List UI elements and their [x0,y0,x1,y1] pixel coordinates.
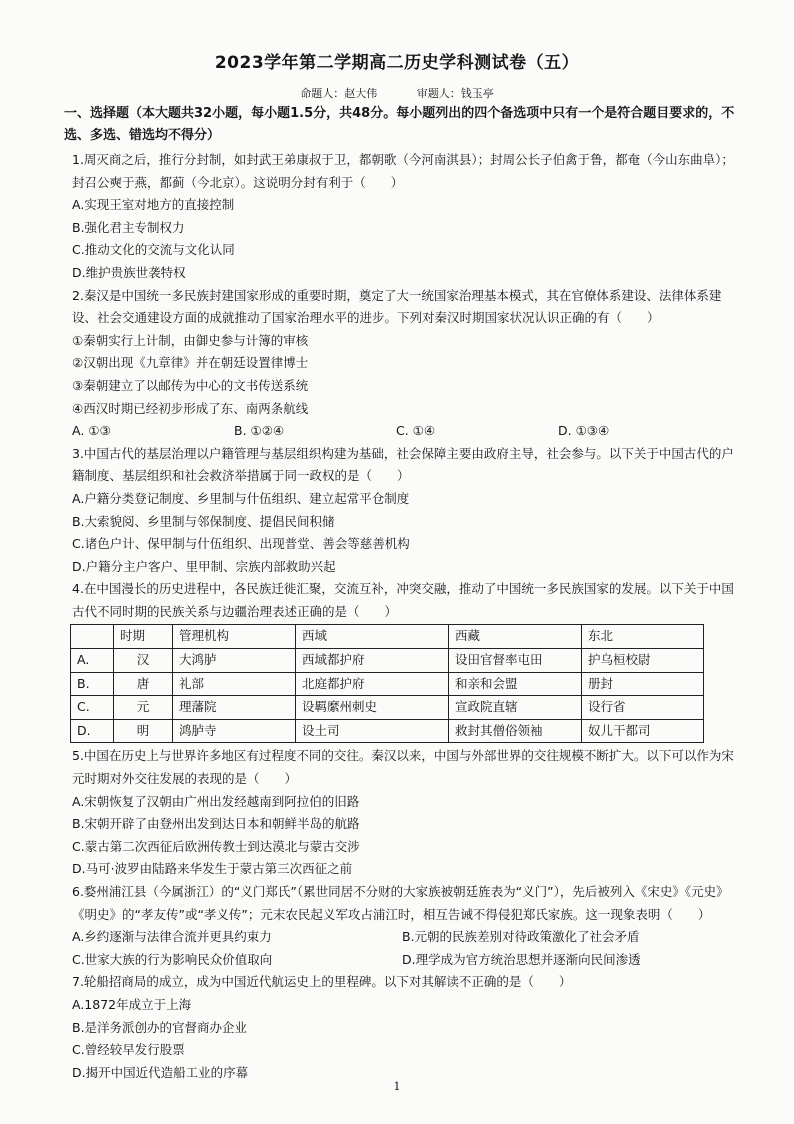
question-1-stem: 1.周灭商之后，推行分封制，如封武王弟康叔于卫，都朝歌（今河南淇县）；封周公长子伯禽于鲁，都奄（今山东曲阜）；封召公奭于燕，都蓟（今北京）。这说明分封有利于（ ） [72,152,734,190]
table-cell: 唐 [114,672,173,696]
question-2-statement-3: ③秦朝建立了以邮传为中心的文书传送系统 [72,377,309,393]
table-cell: 救封其僧俗领袖 [449,719,582,743]
table-cell: 和亲和会盟 [449,672,582,696]
table-header-cell: 西域 [296,625,449,649]
question-5-stem: 5.中国在历史上与世界许多地区有过程度不同的交往。秦汉以来，中国与外部世界的交往规模不断扩大。以下可以作为宋元时期对外交往发展的表现的是（ ） [72,748,734,787]
table-cell: 设土司 [296,719,449,743]
question-7-stem: 7.轮船招商局的成立，成为中国近代航运史上的里程碑。以下对其解读不正确的是（ ） [72,974,572,990]
question-6-stem: 6.婺州浦江县（今属浙江）的“义门郑氏”（累世同居不分财的大家族被朝廷旌表为“义门”），先后被列入《宋史》《元史》《明史》的“孝友传”或“孝义传”；元末农民起义军攻占浦江时，相互告诫不得侵犯郑氏家族。这一现象表明（ ） [72,884,729,922]
question-1-options-row2 [72,239,744,284]
question-2-option-c: C. ①④ [396,423,436,439]
table-cell: 设田官督率屯田 [449,649,582,673]
section-heading: 一、选择题（本大题共32小题，每小题1.5分，共48分。每小题列出的四个备选项中只有一个是符合题目要求的，不选、多选、错选均不得分） [64,106,735,143]
question-6-option-c: C.世家大族的行为影响民众价值取向 [72,951,273,967]
table-cell: 设羁縻州刺史 [296,696,449,720]
author-line [0,85,794,101]
table-cell: C. [71,696,114,720]
question-7-option-b: B.是洋务派创办的官督商办企业 [72,1019,248,1035]
question-3-option-b: B.大索貌阅、乡里制与邻保制度、提倡民间积储 [72,513,335,529]
question-6-option-b: B.元朝的民族差别对待政策激化了社会矛盾 [402,929,640,945]
table-cell: 西域都护府 [296,649,449,673]
author-label: 命题人：赵大伟 [300,87,378,100]
table-cell: 宣政院直辖 [449,696,582,720]
question-1-option-d: D.维护贵族世袭特权 [72,264,186,280]
question-2-statement-4: ④西汉时期已经初步形成了东、南两条航线 [72,400,309,416]
table-cell: 护乌桓校尉 [582,649,704,673]
table-cell: 册封 [582,672,704,696]
table-header-cell: 管理机构 [173,625,296,649]
question-6-option-a: A.乡约逐渐与法律合流并更具约束力 [72,929,272,945]
table-cell: 设行省 [582,696,704,720]
question-1-option-c: C.推动文化的交流与文化认同 [72,242,235,258]
table-cell: 明 [114,719,173,743]
table-cell: 元 [114,696,173,720]
question-2-option-a: A. ①③ [72,423,111,439]
question-1-option-a: A.实现王室对地方的直接控制 [72,197,235,213]
question-2-statement-1: ①秦朝实行上计制，由御史参与计簿的审核 [72,332,309,348]
table-header-cell: 东北 [582,625,704,649]
reviewer-label: 审题人：钱玉亭 [416,87,494,100]
question-5-option-d: D.马可·波罗由陆路来华发生于蒙古第三次西征之前 [72,861,353,877]
table-cell: D. [71,719,114,743]
question-4-stem: 4.在中国漫长的历史进程中，各民族迁徙汇聚，交流互补，冲突交融，推动了中国统一多民族国家的发展。以下关于中国古代不同时期的民族关系与边疆治理表述正确的是（ ） [72,581,734,619]
question-2-options [72,420,744,443]
question-2-stem: 2.秦汉是中国统一多民族封建国家形成的重要时期，奠定了大一统国家治理基本模式，其在官僚体系建设、法律体系建设、社会交通建设方面的成就推动了国家治理水平的进步。下列对秦汉时期国家状况认识正确的有（ ） [72,287,722,326]
questions-body [72,149,744,1084]
table-row [71,696,704,720]
page-number: 1 [393,1080,401,1093]
question-1-option-b: B.强化君主专制权力 [72,219,185,235]
question-5-option-b: B.宋朝开辟了由登州出发到达日本和朝鲜半岛的航路 [72,816,360,832]
question-2-option-b: B. ①②④ [234,423,285,439]
table-header-cell: 时期 [114,625,173,649]
table-cell: A. [71,649,114,673]
question-7-options-row2 [72,1039,744,1084]
table-cell: B. [71,672,114,696]
table-cell: 鸿胪寺 [173,719,296,743]
table-header-cell [71,625,114,649]
question-5-option-c: C.蒙古第二次西征后欧洲传教士到达漠北与蒙古交涉 [72,838,360,854]
question-5-option-a: A.宋朝恢复了汉朝由广州出发经越南到阿拉伯的旧路 [72,793,360,809]
question-2-option-d: D. ①③④ [558,423,610,439]
table-cell: 礼部 [173,672,296,696]
question-3-stem: 3.中国古代的基层治理以户籍管理与基层组织构建为基础，社会保障主要由政府主导，社会参与。以下关于中国古代的户籍制度、基层组织和社会救济举措属于同一政权的是（ ） [72,445,734,484]
table-cell: 奴儿干都司 [582,719,704,743]
exam-title: 2023学年第二学期高二历史学科测试卷（五） [214,53,580,73]
question-7-options-row1 [72,994,744,1039]
table-row [71,672,704,696]
question-7-option-c: C.曾经较早发行股票 [72,1042,185,1058]
table-header-row [71,625,704,649]
question-6-option-d: D.理学成为官方统治思想并逐渐向民间渗透 [402,951,641,967]
table-row [71,649,704,673]
table-cell: 理藩院 [173,696,296,720]
question-3-option-c: C.诸色户计、保甲制与什伍组织、出现普堂、善会等慈善机构 [72,536,410,552]
question-3-option-a: A.户籍分类登记制度、乡里制与什伍组织、建立起常平仓制度 [72,490,410,506]
question-7-option-d: D.揭开中国近代造船工业的序幕 [72,1064,249,1080]
table-cell: 汉 [114,649,173,673]
question-2-statement-2: ②汉朝出现《九章律》并在朝廷设置律博士 [72,355,309,371]
table-row [71,719,704,743]
question-1-options-row1 [72,194,744,239]
table-header-cell: 西藏 [449,625,582,649]
table-cell: 大鸿胪 [173,649,296,673]
question-6-options-row1 [72,926,744,949]
question-4-table [70,624,704,743]
question-6-options-row2 [72,949,744,972]
table-cell: 北庭都护府 [296,672,449,696]
question-7-option-a: A.1872年成立于上海 [72,996,192,1012]
question-3-option-d: D.户籍分主户客户、里甲制、宗族内部救助兴起 [72,558,336,574]
